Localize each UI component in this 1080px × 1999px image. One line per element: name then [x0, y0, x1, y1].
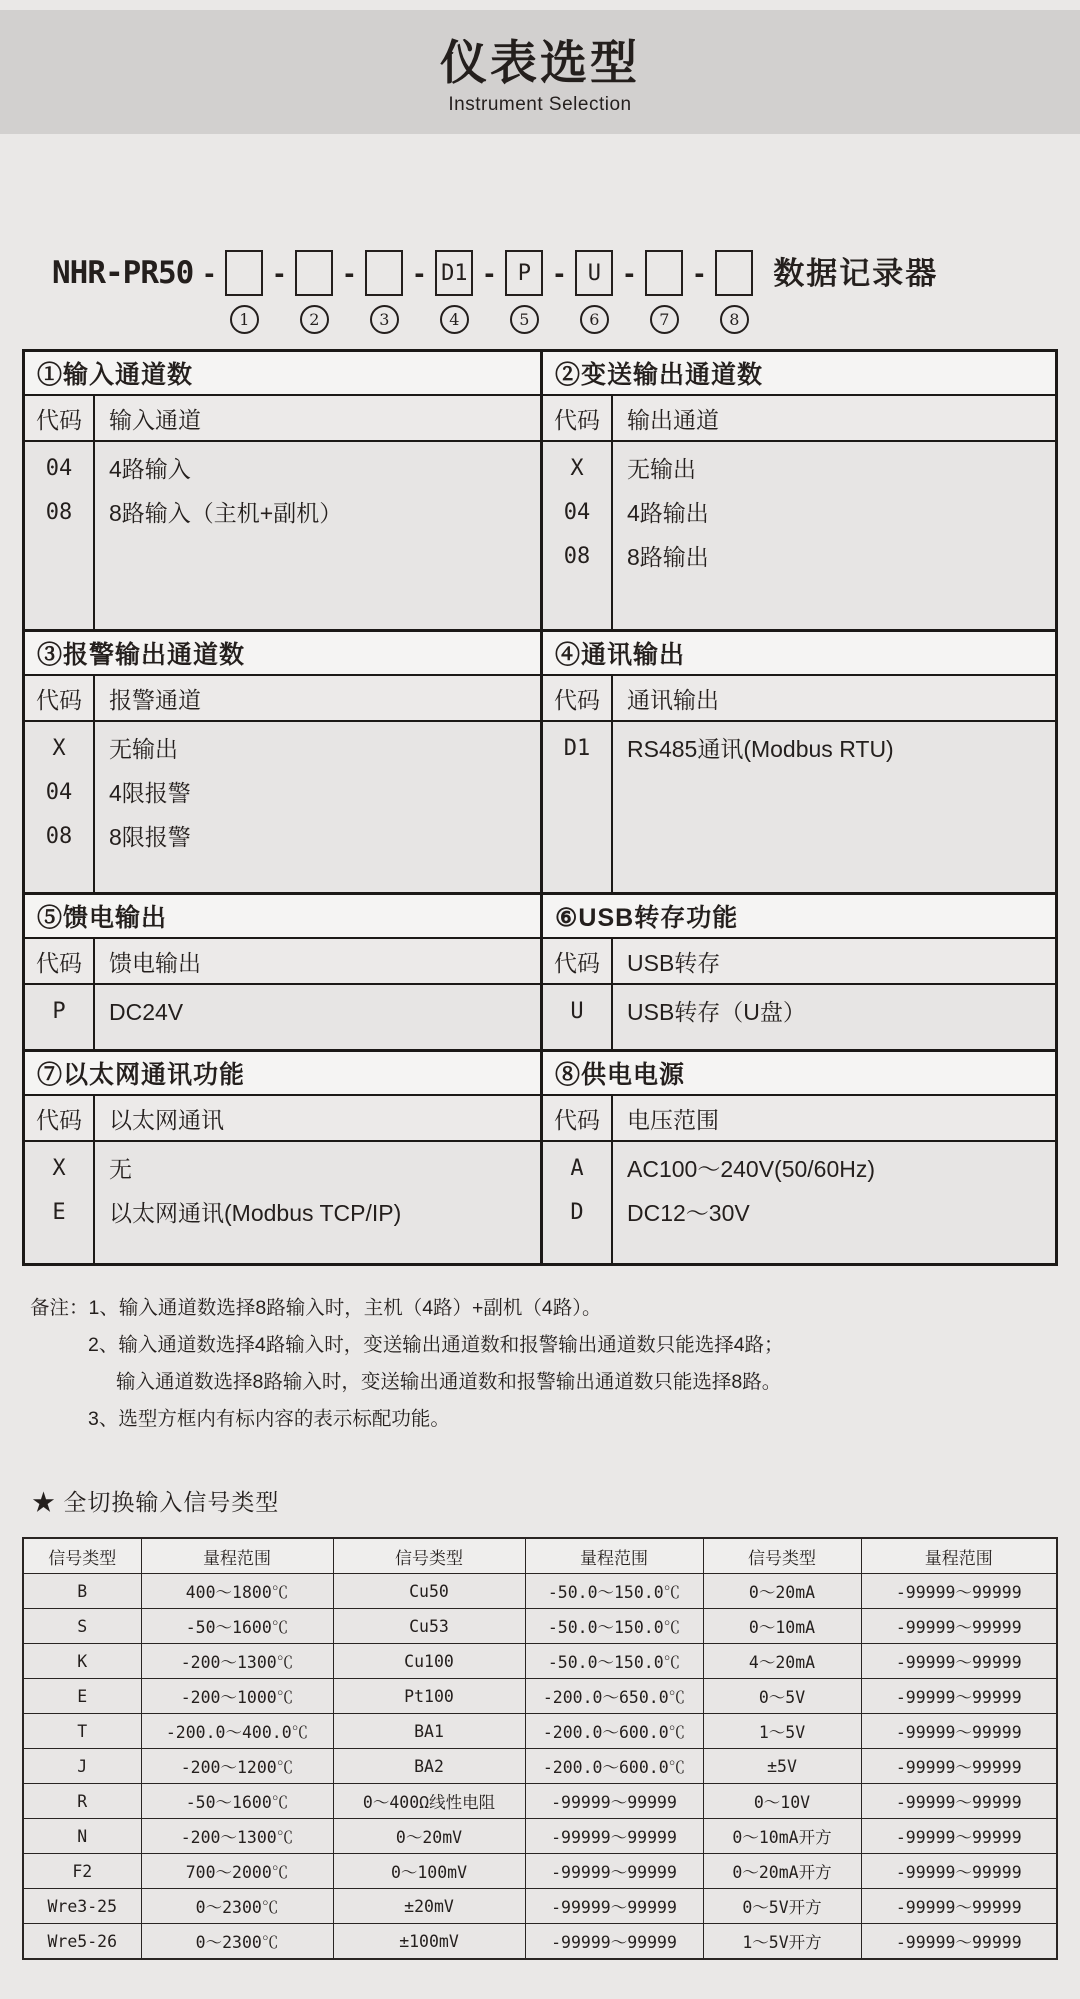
code-cell: U	[570, 999, 584, 1024]
signal-cell: -99999～99999	[861, 1574, 1057, 1609]
code-cell: 08	[563, 544, 591, 569]
signal-cell: -99999～99999	[861, 1784, 1057, 1819]
signal-cell: 700～2000℃	[141, 1854, 333, 1889]
signal-cell: 0～2300℃	[141, 1889, 333, 1924]
section-title: ③报警输出通道数	[25, 632, 540, 676]
desc-cell: 8限报警	[109, 824, 191, 850]
signal-cell: -200.0～650.0℃	[525, 1679, 703, 1714]
signal-row	[23, 1714, 1057, 1749]
signal-cell: -200.0～600.0℃	[525, 1749, 703, 1784]
signal-cell: -99999～99999	[861, 1854, 1057, 1889]
signal-cell: N	[23, 1819, 141, 1854]
section-title: ⑧供电电源	[543, 1052, 1055, 1096]
signal-cell: 0～5V开方	[703, 1889, 861, 1924]
column-header: 信号类型	[23, 1538, 141, 1574]
signal-cell: 4～20mA	[703, 1644, 861, 1679]
position-number: 2	[300, 305, 329, 334]
section-7	[25, 1049, 540, 1263]
desc-column	[95, 722, 540, 892]
signal-cell: -99999～99999	[861, 1819, 1057, 1854]
desc-column	[613, 1142, 1055, 1263]
signal-cell: -200～1000℃	[141, 1679, 333, 1714]
position-number: 1	[230, 305, 259, 334]
column-header: 量程范围	[141, 1538, 333, 1574]
model-option-box: D1	[435, 250, 473, 296]
section-subheader	[543, 1096, 1055, 1142]
position-number: 8	[720, 305, 749, 334]
model-option-box	[365, 250, 403, 296]
model-slot	[365, 250, 403, 334]
note-line: 2、输入通道数选择4路输入时，变送输出通道数和报警输出通道数只能选择4路；	[88, 1334, 784, 1356]
signal-cell: T	[23, 1714, 141, 1749]
model-code-line	[52, 250, 1080, 334]
code-header-cell: 代码	[543, 676, 613, 720]
code-cell: E	[52, 1200, 66, 1225]
column-header: 量程范围	[861, 1538, 1057, 1574]
code-cell: 08	[45, 824, 73, 849]
signal-cell: ±100mV	[333, 1924, 525, 1960]
signal-cell: 0～20mA开方	[703, 1854, 861, 1889]
column-header: 信号类型	[703, 1538, 861, 1574]
signal-cell: Cu53	[333, 1609, 525, 1644]
signal-row	[23, 1644, 1057, 1679]
separator-dash: -	[204, 257, 215, 290]
signal-row	[23, 1854, 1057, 1889]
section-title: ②变送输出通道数	[543, 352, 1055, 396]
signal-cell: ±5V	[703, 1749, 861, 1784]
code-cell: X	[570, 456, 584, 481]
section-body	[25, 1142, 540, 1263]
signal-cell: 0～100mV	[333, 1854, 525, 1889]
desc-cell: DC24V	[109, 999, 184, 1025]
code-cell: 04	[45, 780, 73, 805]
section-6	[540, 892, 1055, 1049]
column-header: 量程范围	[525, 1538, 703, 1574]
model-prefix: NHR-PR50	[52, 255, 194, 291]
code-cell: 08	[45, 500, 73, 525]
separator-dash: -	[344, 257, 355, 290]
code-cell: P	[52, 999, 66, 1024]
desc-header-cell: 输出通道	[627, 406, 719, 433]
page-subtitle: Instrument Selection	[448, 94, 632, 115]
signal-cell: -200.0～600.0℃	[525, 1714, 703, 1749]
signal-cell: Cu50	[333, 1574, 525, 1609]
signal-cell: 0～10mA	[703, 1609, 861, 1644]
code-column	[543, 985, 613, 1049]
section-subheader	[543, 396, 1055, 442]
code-header-cell: 代码	[25, 676, 95, 720]
signal-row	[23, 1609, 1057, 1644]
signal-cell: -200～1300℃	[141, 1644, 333, 1679]
code-column	[543, 722, 613, 892]
signal-cell: -99999～99999	[525, 1784, 703, 1819]
signal-types-heading: ★ 全切换输入信号类型	[32, 1489, 280, 1515]
code-cell: D1	[563, 736, 591, 761]
signal-cell: Wre3-25	[23, 1889, 141, 1924]
model-option-box	[715, 250, 753, 296]
signal-cell: 0～10V	[703, 1784, 861, 1819]
signal-cell: BA1	[333, 1714, 525, 1749]
signal-table-header-row	[23, 1538, 1057, 1574]
signal-cell: -50.0～150.0℃	[525, 1574, 703, 1609]
model-option-box	[225, 250, 263, 296]
signal-cell: Pt100	[333, 1679, 525, 1714]
signal-cell: ±20mV	[333, 1889, 525, 1924]
model-slot	[295, 250, 333, 334]
desc-cell: AC100～240V(50/60Hz)	[627, 1156, 876, 1182]
code-column	[25, 722, 95, 892]
position-number: 6	[580, 305, 609, 334]
section-title: ⑥USB转存功能	[543, 895, 1055, 939]
model-suffix: 数据记录器	[773, 256, 939, 291]
signal-row	[23, 1749, 1057, 1784]
code-column	[25, 442, 95, 629]
code-cell: X	[52, 736, 66, 761]
section-5	[25, 892, 540, 1049]
desc-cell: USB转存（U盘）	[627, 999, 806, 1025]
desc-cell: DC12～30V	[627, 1200, 750, 1226]
code-header-cell: 代码	[25, 939, 95, 983]
code-column	[25, 985, 95, 1049]
signal-cell: 400～1800℃	[141, 1574, 333, 1609]
desc-header-cell: 报警通道	[109, 686, 201, 713]
code-column	[543, 1142, 613, 1263]
desc-cell: 8路输出	[627, 544, 709, 570]
code-cell: A	[570, 1156, 584, 1181]
signal-cell: -50～1600℃	[141, 1609, 333, 1644]
signal-row	[23, 1679, 1057, 1714]
signal-cell: J	[23, 1749, 141, 1784]
position-number: 7	[650, 305, 679, 334]
section-body	[543, 722, 1055, 892]
signal-cell: S	[23, 1609, 141, 1644]
model-slot	[505, 250, 543, 334]
signal-cell: -99999～99999	[861, 1889, 1057, 1924]
signal-cell: 0～20mA	[703, 1574, 861, 1609]
model-slot	[575, 250, 613, 334]
section-4	[540, 629, 1055, 892]
section-title: ①输入通道数	[25, 352, 540, 396]
position-number: 4	[440, 305, 469, 334]
section-body	[25, 985, 540, 1049]
signal-cell: 0～2300℃	[141, 1924, 333, 1960]
model-option-box	[295, 250, 333, 296]
signal-cell: -99999～99999	[861, 1679, 1057, 1714]
section-3	[25, 629, 540, 892]
signal-cell: -200.0～400.0℃	[141, 1714, 333, 1749]
code-header-cell: 代码	[543, 939, 613, 983]
desc-cell: RS485通讯(Modbus RTU)	[627, 736, 894, 762]
signal-cell: 0～20mV	[333, 1819, 525, 1854]
model-option-box: P	[505, 250, 543, 296]
signal-cell: 0～10mA开方	[703, 1819, 861, 1854]
desc-cell: 无输出	[627, 456, 696, 482]
signal-cell: -50.0～150.0℃	[525, 1644, 703, 1679]
desc-header-cell: 通讯输出	[627, 686, 719, 713]
desc-cell: 无输出	[109, 736, 178, 762]
separator-dash: -	[414, 257, 425, 290]
page-title: 仪表选型	[440, 36, 640, 89]
signal-cell: -99999～99999	[525, 1889, 703, 1924]
section-subheader	[25, 939, 540, 985]
section-subheader	[543, 939, 1055, 985]
position-number: 5	[510, 305, 539, 334]
note-line: 备注：1、输入通道数选择8路输入时，主机（4路）+副机（4路）。	[30, 1297, 602, 1319]
signal-cell: -99999～99999	[525, 1854, 703, 1889]
separator-dash: -	[554, 257, 565, 290]
section-subheader	[25, 396, 540, 442]
desc-cell: 8路输入（主机+副机）	[109, 500, 343, 526]
separator-dash: -	[694, 257, 705, 290]
signal-cell: -50.0～150.0℃	[525, 1609, 703, 1644]
signal-row	[23, 1574, 1057, 1609]
model-option-box	[645, 250, 683, 296]
section-body	[25, 722, 540, 892]
notes	[0, 1290, 1080, 1438]
desc-column	[613, 985, 1055, 1049]
signal-cell: -99999～99999	[525, 1924, 703, 1960]
code-column	[543, 442, 613, 629]
section-1	[25, 352, 540, 629]
section-body	[543, 1142, 1055, 1263]
signal-row	[23, 1784, 1057, 1819]
desc-cell: 4路输出	[627, 500, 709, 526]
desc-header-cell: 馈电输出	[109, 949, 201, 976]
signal-cell: 0～5V	[703, 1679, 861, 1714]
section-body	[543, 985, 1055, 1049]
page-header	[0, 10, 1080, 134]
separator-dash: -	[484, 257, 495, 290]
desc-column	[95, 1142, 540, 1263]
selection-table	[22, 349, 1058, 1266]
section-subheader	[25, 1096, 540, 1142]
code-cell: X	[52, 1156, 66, 1181]
signal-cell: -99999～99999	[525, 1819, 703, 1854]
model-slot	[225, 250, 263, 334]
code-cell: 04	[45, 456, 73, 481]
desc-cell: 4限报警	[109, 780, 191, 806]
signal-cell: B	[23, 1574, 141, 1609]
signal-cell: -200～1300℃	[141, 1819, 333, 1854]
section-body	[25, 442, 540, 629]
signal-cell: K	[23, 1644, 141, 1679]
signal-cell: 1～5V	[703, 1714, 861, 1749]
signal-table	[22, 1537, 1058, 1960]
signal-row	[23, 1924, 1057, 1960]
model-slot	[435, 250, 473, 334]
desc-header-cell: 电压范围	[627, 1106, 719, 1133]
signal-cell: E	[23, 1679, 141, 1714]
code-header-cell: 代码	[543, 396, 613, 440]
signal-cell: Cu100	[333, 1644, 525, 1679]
section-8	[540, 1049, 1055, 1263]
signal-cell: Wre5-26	[23, 1924, 141, 1960]
desc-column	[95, 985, 540, 1049]
desc-header-cell: USB转存	[627, 949, 721, 976]
section-title: ⑤馈电输出	[25, 895, 540, 939]
desc-header-cell: 输入通道	[109, 406, 201, 433]
section-subheader	[543, 676, 1055, 722]
signal-cell: -200～1200℃	[141, 1749, 333, 1784]
desc-cell: 以太网通讯(Modbus TCP/IP)	[109, 1200, 402, 1226]
section-title: ④通讯输出	[543, 632, 1055, 676]
separator-dash: -	[624, 257, 635, 290]
code-column	[25, 1142, 95, 1263]
section-2	[540, 352, 1055, 629]
code-header-cell: 代码	[25, 1096, 95, 1140]
signal-row	[23, 1819, 1057, 1854]
code-header-cell: 代码	[543, 1096, 613, 1140]
signal-cell: BA2	[333, 1749, 525, 1784]
code-header-cell: 代码	[25, 396, 95, 440]
code-cell: D	[570, 1200, 584, 1225]
desc-header-cell: 以太网通讯	[109, 1106, 224, 1133]
desc-column	[95, 442, 540, 629]
model-slot	[645, 250, 683, 334]
signal-cell: 1～5V开方	[703, 1924, 861, 1960]
section-title: ⑦以太网通讯功能	[25, 1052, 540, 1096]
model-option-box: U	[575, 250, 613, 296]
desc-column	[613, 442, 1055, 629]
signal-cell: -99999～99999	[861, 1714, 1057, 1749]
signal-cell: -99999～99999	[861, 1749, 1057, 1784]
signal-cell: F2	[23, 1854, 141, 1889]
section-subheader	[25, 676, 540, 722]
signal-cell: -99999～99999	[861, 1924, 1057, 1960]
code-cell: 04	[563, 500, 591, 525]
model-slot	[715, 250, 753, 334]
model-slots	[193, 250, 753, 334]
signal-cell: 0～400Ω线性电阻	[333, 1784, 525, 1819]
column-header: 信号类型	[333, 1538, 525, 1574]
note-line: 3、选型方框内有标内容的表示标配功能。	[88, 1408, 450, 1430]
position-number: 3	[370, 305, 399, 334]
signal-cell: -99999～99999	[861, 1644, 1057, 1679]
desc-cell: 4路输入	[109, 456, 191, 482]
section-body	[543, 442, 1055, 629]
note-line: 输入通道数选择8路输入时，变送输出通道数和报警输出通道数只能选择8路。	[116, 1371, 782, 1393]
desc-cell: 无	[109, 1156, 132, 1182]
desc-column	[613, 722, 1055, 892]
signal-cell: R	[23, 1784, 141, 1819]
signal-cell: -99999～99999	[861, 1609, 1057, 1644]
separator-dash: -	[274, 257, 285, 290]
signal-cell: -50～1600℃	[141, 1784, 333, 1819]
signal-row	[23, 1889, 1057, 1924]
